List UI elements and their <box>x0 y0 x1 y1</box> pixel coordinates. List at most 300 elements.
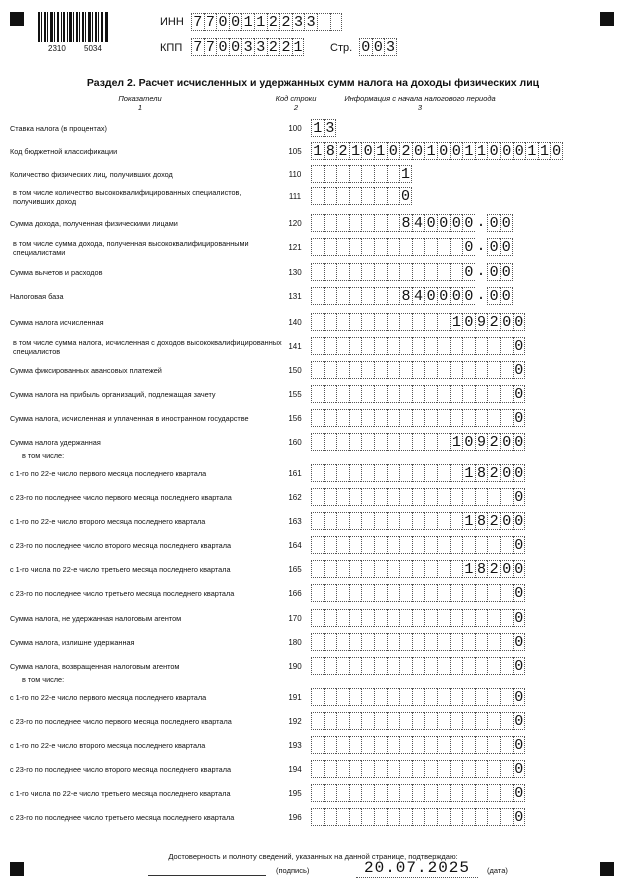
digit-cell[interactable] <box>374 760 387 778</box>
digit-cell[interactable]: 0 <box>462 238 475 256</box>
digit-cell[interactable] <box>437 238 450 256</box>
digit-cell[interactable]: 1 <box>293 39 303 56</box>
digit-cell[interactable] <box>374 633 387 651</box>
digit-cell[interactable] <box>311 784 324 802</box>
digit-cell[interactable] <box>387 633 400 651</box>
digit-cell[interactable]: 3 <box>325 120 335 137</box>
digit-cell[interactable] <box>349 165 362 183</box>
row-field-166[interactable] <box>311 584 525 602</box>
digit-cell[interactable] <box>361 409 374 427</box>
digit-cell[interactable] <box>349 688 362 706</box>
digit-cell[interactable] <box>311 409 324 427</box>
digit-cell[interactable] <box>450 409 463 427</box>
digit-cell[interactable] <box>424 512 437 530</box>
digit-cell[interactable] <box>361 633 374 651</box>
digit-cell[interactable] <box>500 688 513 706</box>
digit-cell[interactable] <box>349 337 362 355</box>
digit-cell[interactable] <box>437 313 450 331</box>
digit-cell[interactable] <box>387 165 400 183</box>
digit-cell[interactable] <box>349 464 362 482</box>
digit-cell[interactable] <box>399 238 412 256</box>
digit-cell[interactable] <box>424 688 437 706</box>
digit-cell[interactable] <box>412 433 425 451</box>
digit-cell[interactable]: 7 <box>191 13 204 31</box>
digit-cell[interactable] <box>349 187 362 205</box>
digit-cell[interactable] <box>387 584 400 602</box>
digit-cell[interactable] <box>361 657 374 675</box>
row-field-150[interactable] <box>311 361 525 379</box>
digit-cell[interactable] <box>500 584 513 602</box>
digit-cell[interactable]: 0 <box>514 513 524 530</box>
digit-cell[interactable] <box>387 609 400 627</box>
digit-cell[interactable] <box>399 464 412 482</box>
digit-cell[interactable] <box>424 560 437 578</box>
digit-cell[interactable] <box>412 609 425 627</box>
digit-cell[interactable]: 0 <box>424 214 437 232</box>
digit-cell[interactable] <box>311 584 324 602</box>
digit-cell[interactable] <box>399 385 412 403</box>
digit-cell[interactable]: 0 <box>216 13 229 31</box>
digit-cell[interactable] <box>361 512 374 530</box>
digit-cell[interactable]: 0 <box>513 142 526 160</box>
digit-cell[interactable]: 1 <box>374 142 387 160</box>
digit-cell[interactable]: 0 <box>450 142 463 160</box>
digit-cell[interactable]: 0 <box>514 386 524 403</box>
digit-cell[interactable] <box>387 736 400 754</box>
digit-cell[interactable] <box>349 433 362 451</box>
digit-cell[interactable]: 8 <box>399 287 412 305</box>
digit-cell[interactable]: 0 <box>387 142 400 160</box>
digit-cell[interactable] <box>374 263 387 281</box>
digit-cell[interactable] <box>412 560 425 578</box>
digit-cell[interactable] <box>361 433 374 451</box>
digit-cell[interactable] <box>399 760 412 778</box>
digit-cell[interactable]: 1 <box>462 142 475 160</box>
digit-cell[interactable] <box>437 433 450 451</box>
digit-cell[interactable] <box>311 187 324 205</box>
digit-cell[interactable] <box>487 633 500 651</box>
digit-cell[interactable] <box>437 361 450 379</box>
digit-cell[interactable] <box>361 361 374 379</box>
digit-cell[interactable] <box>374 464 387 482</box>
digit-cell[interactable] <box>424 736 437 754</box>
digit-cell[interactable] <box>336 736 349 754</box>
digit-cell[interactable]: 0 <box>462 433 475 451</box>
digit-cell[interactable]: 0 <box>514 785 524 802</box>
digit-cell[interactable] <box>475 633 488 651</box>
row-field-192[interactable] <box>311 712 525 730</box>
digit-cell[interactable] <box>349 313 362 331</box>
digit-cell[interactable] <box>475 584 488 602</box>
digit-cell[interactable]: 1 <box>462 560 475 578</box>
digit-cell[interactable] <box>450 488 463 506</box>
digit-cell[interactable] <box>324 560 337 578</box>
digit-cell[interactable] <box>424 584 437 602</box>
digit-cell[interactable] <box>487 736 500 754</box>
digit-cell[interactable] <box>437 760 450 778</box>
digit-cell[interactable] <box>324 361 337 379</box>
digit-cell[interactable] <box>311 361 324 379</box>
digit-cell[interactable] <box>462 808 475 826</box>
digit-cell[interactable]: 0 <box>500 560 513 578</box>
digit-cell[interactable] <box>462 536 475 554</box>
digit-cell[interactable] <box>374 536 387 554</box>
digit-cell[interactable] <box>475 712 488 730</box>
digit-cell[interactable] <box>336 214 349 232</box>
digit-cell[interactable]: 1 <box>424 142 437 160</box>
digit-cell[interactable] <box>412 385 425 403</box>
digit-cell[interactable]: 0 <box>216 38 229 56</box>
digit-cell[interactable] <box>462 337 475 355</box>
digit-cell[interactable] <box>374 337 387 355</box>
digit-cell[interactable] <box>349 488 362 506</box>
digit-cell[interactable]: 1 <box>254 13 267 31</box>
digit-cell[interactable]: 0 <box>500 464 513 482</box>
digit-cell[interactable] <box>475 688 488 706</box>
digit-cell[interactable] <box>361 187 374 205</box>
digit-cell[interactable] <box>336 361 349 379</box>
digit-cell[interactable] <box>387 433 400 451</box>
digit-cell[interactable] <box>349 808 362 826</box>
row-field-160[interactable] <box>311 433 525 451</box>
row-field-110[interactable] <box>311 165 412 183</box>
row-field-111[interactable] <box>311 187 412 205</box>
digit-cell[interactable] <box>311 633 324 651</box>
row-field-156[interactable] <box>311 409 525 427</box>
digit-cell[interactable] <box>349 361 362 379</box>
digit-cell[interactable] <box>311 238 324 256</box>
digit-cell[interactable] <box>462 657 475 675</box>
digit-cell[interactable] <box>475 536 488 554</box>
digit-cell[interactable]: 0 <box>514 434 524 451</box>
digit-cell[interactable] <box>374 187 387 205</box>
digit-cell[interactable] <box>387 263 400 281</box>
digit-cell[interactable]: 0 <box>372 38 385 56</box>
digit-cell[interactable] <box>349 409 362 427</box>
digit-cell[interactable] <box>437 712 450 730</box>
digit-cell[interactable] <box>462 609 475 627</box>
digit-cell[interactable]: 8 <box>475 560 488 578</box>
digit-cell[interactable]: 0 <box>514 610 524 627</box>
row-field-121[interactable] <box>311 238 513 256</box>
digit-cell[interactable] <box>424 337 437 355</box>
digit-cell[interactable] <box>475 736 488 754</box>
digit-cell[interactable] <box>424 464 437 482</box>
digit-cell[interactable]: 0 <box>462 214 475 232</box>
digit-cell[interactable] <box>361 263 374 281</box>
digit-cell[interactable] <box>424 760 437 778</box>
kopeck-cell[interactable]: 0 <box>501 215 511 232</box>
digit-cell[interactable] <box>424 263 437 281</box>
digit-cell[interactable]: 0 <box>359 38 372 56</box>
inn-field[interactable] <box>191 13 342 31</box>
digit-cell[interactable]: 2 <box>279 38 292 56</box>
digit-cell[interactable]: 2 <box>267 38 280 56</box>
digit-cell[interactable] <box>437 385 450 403</box>
digit-cell[interactable] <box>399 657 412 675</box>
digit-cell[interactable] <box>487 385 500 403</box>
digit-cell[interactable] <box>412 263 425 281</box>
digit-cell[interactable] <box>424 633 437 651</box>
digit-cell[interactable] <box>387 560 400 578</box>
digit-cell[interactable]: 8 <box>324 142 337 160</box>
digit-cell[interactable] <box>349 512 362 530</box>
digit-cell[interactable] <box>412 657 425 675</box>
digit-cell[interactable] <box>311 808 324 826</box>
digit-cell[interactable] <box>311 165 324 183</box>
digit-cell[interactable] <box>387 760 400 778</box>
digit-cell[interactable] <box>437 609 450 627</box>
digit-cell[interactable] <box>399 409 412 427</box>
digit-cell[interactable] <box>324 238 337 256</box>
digit-cell[interactable] <box>500 385 513 403</box>
digit-cell[interactable] <box>361 488 374 506</box>
digit-cell[interactable]: 2 <box>487 313 500 331</box>
digit-cell[interactable] <box>487 808 500 826</box>
digit-cell[interactable] <box>450 633 463 651</box>
digit-cell[interactable] <box>437 488 450 506</box>
digit-cell[interactable] <box>412 808 425 826</box>
digit-cell[interactable] <box>500 361 513 379</box>
digit-cell[interactable] <box>361 584 374 602</box>
digit-cell[interactable] <box>450 784 463 802</box>
digit-cell[interactable]: 0 <box>514 537 524 554</box>
digit-cell[interactable] <box>349 560 362 578</box>
kopeck-cell[interactable]: 0 <box>487 238 500 256</box>
digit-cell[interactable] <box>349 633 362 651</box>
digit-cell[interactable]: 0 <box>437 214 450 232</box>
digit-cell[interactable] <box>349 238 362 256</box>
digit-cell[interactable] <box>500 712 513 730</box>
row-field-130[interactable] <box>311 263 513 281</box>
digit-cell[interactable]: 2 <box>487 464 500 482</box>
digit-cell[interactable] <box>462 784 475 802</box>
digit-cell[interactable] <box>487 784 500 802</box>
digit-cell[interactable] <box>324 512 337 530</box>
digit-cell[interactable] <box>387 361 400 379</box>
digit-cell[interactable] <box>361 313 374 331</box>
digit-cell[interactable] <box>424 409 437 427</box>
digit-cell[interactable] <box>437 688 450 706</box>
digit-cell[interactable] <box>336 657 349 675</box>
digit-cell[interactable] <box>361 464 374 482</box>
digit-cell[interactable] <box>374 385 387 403</box>
digit-cell[interactable] <box>387 464 400 482</box>
row-field-165[interactable] <box>311 560 525 578</box>
digit-cell[interactable] <box>361 784 374 802</box>
digit-cell[interactable] <box>324 584 337 602</box>
digit-cell[interactable] <box>336 409 349 427</box>
digit-cell[interactable] <box>437 808 450 826</box>
digit-cell[interactable]: 4 <box>412 287 425 305</box>
digit-cell[interactable] <box>500 337 513 355</box>
digit-cell[interactable] <box>475 760 488 778</box>
digit-cell[interactable] <box>412 464 425 482</box>
digit-cell[interactable] <box>412 512 425 530</box>
digit-cell[interactable] <box>336 313 349 331</box>
digit-cell[interactable]: 2 <box>487 560 500 578</box>
digit-cell[interactable] <box>462 409 475 427</box>
page-number-field[interactable] <box>359 38 397 56</box>
digit-cell[interactable]: 2 <box>279 13 292 31</box>
digit-cell[interactable] <box>349 609 362 627</box>
digit-cell[interactable] <box>324 165 337 183</box>
digit-cell[interactable] <box>387 808 400 826</box>
digit-cell[interactable] <box>424 433 437 451</box>
digit-cell[interactable] <box>399 361 412 379</box>
digit-cell[interactable] <box>361 712 374 730</box>
digit-cell[interactable]: 1 <box>241 13 254 31</box>
digit-cell[interactable] <box>387 488 400 506</box>
digit-cell[interactable]: 4 <box>412 214 425 232</box>
digit-cell[interactable] <box>324 736 337 754</box>
digit-cell[interactable] <box>336 464 349 482</box>
digit-cell[interactable] <box>500 536 513 554</box>
digit-cell[interactable] <box>462 488 475 506</box>
digit-cell[interactable] <box>424 808 437 826</box>
digit-cell[interactable]: 0 <box>514 761 524 778</box>
digit-cell[interactable] <box>311 263 324 281</box>
digit-cell[interactable] <box>487 536 500 554</box>
digit-cell[interactable] <box>450 337 463 355</box>
digit-cell[interactable] <box>374 784 387 802</box>
row-field-164[interactable] <box>311 536 525 554</box>
kpp-field[interactable] <box>191 38 304 56</box>
digit-cell[interactable] <box>336 287 349 305</box>
digit-cell[interactable] <box>424 657 437 675</box>
digit-cell[interactable] <box>424 238 437 256</box>
digit-cell[interactable] <box>374 688 387 706</box>
row-field-155[interactable] <box>311 385 525 403</box>
digit-cell[interactable]: 3 <box>304 13 317 31</box>
digit-cell[interactable] <box>437 784 450 802</box>
digit-cell[interactable]: 9 <box>475 433 488 451</box>
digit-cell[interactable] <box>361 337 374 355</box>
digit-cell[interactable] <box>336 760 349 778</box>
digit-cell[interactable]: 2 <box>267 13 280 31</box>
digit-cell[interactable] <box>412 337 425 355</box>
digit-cell[interactable] <box>462 688 475 706</box>
digit-cell[interactable] <box>361 560 374 578</box>
digit-cell[interactable]: 0 <box>514 689 524 706</box>
digit-cell[interactable] <box>412 361 425 379</box>
digit-cell[interactable] <box>437 736 450 754</box>
digit-cell[interactable] <box>437 560 450 578</box>
digit-cell[interactable] <box>317 13 330 31</box>
digit-cell[interactable] <box>374 488 387 506</box>
digit-cell[interactable]: 0 <box>514 465 524 482</box>
digit-cell[interactable] <box>387 712 400 730</box>
digit-cell[interactable] <box>311 609 324 627</box>
digit-cell[interactable] <box>336 560 349 578</box>
digit-cell[interactable] <box>324 187 337 205</box>
digit-cell[interactable] <box>487 657 500 675</box>
row-field-163[interactable] <box>311 512 525 530</box>
digit-cell[interactable] <box>462 633 475 651</box>
digit-cell[interactable] <box>450 808 463 826</box>
digit-cell[interactable]: 1 <box>475 142 488 160</box>
digit-cell[interactable] <box>387 313 400 331</box>
digit-cell[interactable]: 1 <box>400 166 410 183</box>
digit-cell[interactable] <box>424 712 437 730</box>
digit-cell[interactable]: 0 <box>514 585 524 602</box>
digit-cell[interactable] <box>311 287 324 305</box>
digit-cell[interactable] <box>336 488 349 506</box>
digit-cell[interactable]: 0 <box>462 287 475 305</box>
digit-cell[interactable] <box>374 165 387 183</box>
row-field-194[interactable] <box>311 760 525 778</box>
digit-cell[interactable] <box>324 633 337 651</box>
digit-cell[interactable] <box>399 263 412 281</box>
digit-cell[interactable] <box>324 784 337 802</box>
digit-cell[interactable] <box>336 688 349 706</box>
digit-cell[interactable] <box>500 760 513 778</box>
digit-cell[interactable] <box>324 488 337 506</box>
kopeck-cell[interactable]: 0 <box>501 288 511 305</box>
digit-cell[interactable] <box>336 712 349 730</box>
digit-cell[interactable] <box>324 609 337 627</box>
digit-cell[interactable] <box>374 584 387 602</box>
digit-cell[interactable] <box>462 361 475 379</box>
digit-cell[interactable] <box>349 760 362 778</box>
digit-cell[interactable] <box>412 736 425 754</box>
digit-cell[interactable] <box>374 808 387 826</box>
digit-cell[interactable] <box>450 263 463 281</box>
row-field-190[interactable] <box>311 657 525 675</box>
digit-cell[interactable]: 1 <box>349 142 362 160</box>
digit-cell[interactable] <box>437 584 450 602</box>
digit-cell[interactable] <box>399 313 412 331</box>
digit-cell[interactable]: 1 <box>450 433 463 451</box>
digit-cell[interactable]: 1 <box>462 512 475 530</box>
digit-cell[interactable]: 0 <box>514 489 524 506</box>
digit-cell[interactable]: 1 <box>538 142 551 160</box>
row-field-100[interactable] <box>311 119 336 137</box>
row-field-195[interactable] <box>311 784 525 802</box>
digit-cell[interactable]: 0 <box>500 433 513 451</box>
digit-cell[interactable] <box>399 337 412 355</box>
digit-cell[interactable] <box>487 584 500 602</box>
digit-cell[interactable] <box>361 214 374 232</box>
digit-cell[interactable] <box>374 361 387 379</box>
digit-cell[interactable] <box>324 657 337 675</box>
digit-cell[interactable] <box>311 760 324 778</box>
digit-cell[interactable] <box>424 609 437 627</box>
digit-cell[interactable]: 0 <box>514 338 524 355</box>
digit-cell[interactable] <box>387 214 400 232</box>
kopeck-cell[interactable]: 0 <box>501 264 511 281</box>
digit-cell[interactable] <box>412 409 425 427</box>
digit-cell[interactable]: 3 <box>254 38 267 56</box>
digit-cell[interactable] <box>361 238 374 256</box>
digit-cell[interactable] <box>349 287 362 305</box>
digit-cell[interactable]: 0 <box>552 143 562 160</box>
digit-cell[interactable]: 8 <box>475 512 488 530</box>
digit-cell[interactable]: 0 <box>514 713 524 730</box>
digit-cell[interactable] <box>487 609 500 627</box>
digit-cell[interactable] <box>437 409 450 427</box>
digit-cell[interactable] <box>475 808 488 826</box>
digit-cell[interactable] <box>374 214 387 232</box>
digit-cell[interactable] <box>336 238 349 256</box>
digit-cell[interactable] <box>387 657 400 675</box>
digit-cell[interactable] <box>475 385 488 403</box>
digit-cell[interactable] <box>311 736 324 754</box>
digit-cell[interactable] <box>412 313 425 331</box>
digit-cell[interactable] <box>311 560 324 578</box>
digit-cell[interactable] <box>349 385 362 403</box>
digit-cell[interactable]: 0 <box>437 287 450 305</box>
